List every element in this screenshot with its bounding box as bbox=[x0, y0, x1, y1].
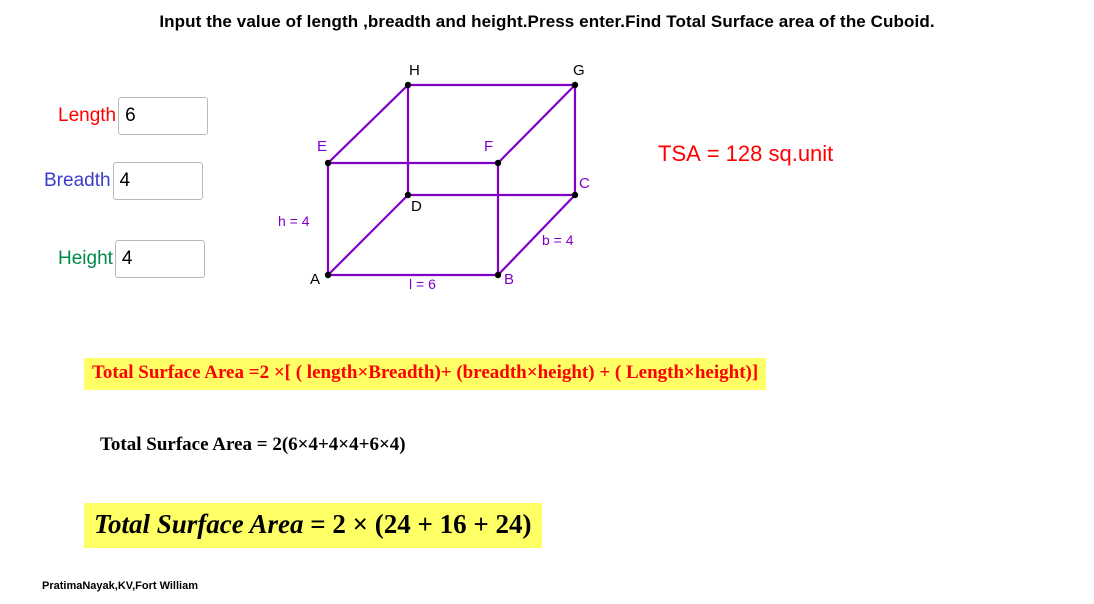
tsa-result-equals: = bbox=[706, 141, 720, 166]
cuboid-figure bbox=[260, 55, 640, 305]
cuboid-edges bbox=[328, 85, 575, 275]
edge-label-breadth: b = 4 bbox=[542, 232, 574, 248]
author-credit: PratimaNayak,KV,Fort William bbox=[42, 580, 198, 592]
vertex-label-E: E bbox=[317, 138, 328, 155]
edge-label-length: l = 6 bbox=[409, 276, 436, 292]
vertex-label-A: A bbox=[310, 271, 321, 288]
formula-substituted: Total Surface Area = 2(6×4+4×4+6×4) bbox=[100, 434, 406, 455]
vertex-label-B: B bbox=[504, 271, 515, 288]
height-input-row bbox=[58, 238, 205, 280]
page-title: Input the value of length ,breadth and height.Press enter.Find Total Surface area of the Cuboid. bbox=[159, 12, 935, 31]
edge-label-height: h = 4 bbox=[278, 213, 310, 229]
tsa-result-value: 128 sq.unit bbox=[725, 141, 834, 166]
length-label: Length bbox=[58, 105, 117, 126]
formula-final-lhs: Total Surface Area bbox=[94, 509, 304, 539]
height-label: Height bbox=[58, 248, 113, 269]
vertex-label-G: G bbox=[573, 62, 585, 79]
cuboid-vertices bbox=[325, 82, 578, 278]
formula-main: Total Surface Area =2 ×[ ( length×Breadth)+ (breadth×height) + ( Length×height)] bbox=[84, 358, 766, 390]
vertex-label-C: C bbox=[579, 175, 590, 192]
formula-final bbox=[84, 503, 542, 548]
vertex-label-F: F bbox=[484, 138, 494, 155]
formula-final-rhs: = 2 × (24 + 16 + 24) bbox=[310, 509, 532, 539]
length-input[interactable] bbox=[118, 97, 208, 135]
breadth-label: Breadth bbox=[44, 170, 111, 191]
tsa-result-name: TSA bbox=[658, 141, 701, 166]
breadth-input-row bbox=[44, 160, 203, 202]
length-input-row bbox=[58, 95, 208, 137]
tsa-result bbox=[658, 141, 833, 167]
height-input[interactable] bbox=[115, 240, 205, 278]
breadth-input[interactable] bbox=[113, 162, 203, 200]
vertex-label-D: D bbox=[411, 198, 422, 215]
vertex-label-H: H bbox=[409, 62, 420, 79]
